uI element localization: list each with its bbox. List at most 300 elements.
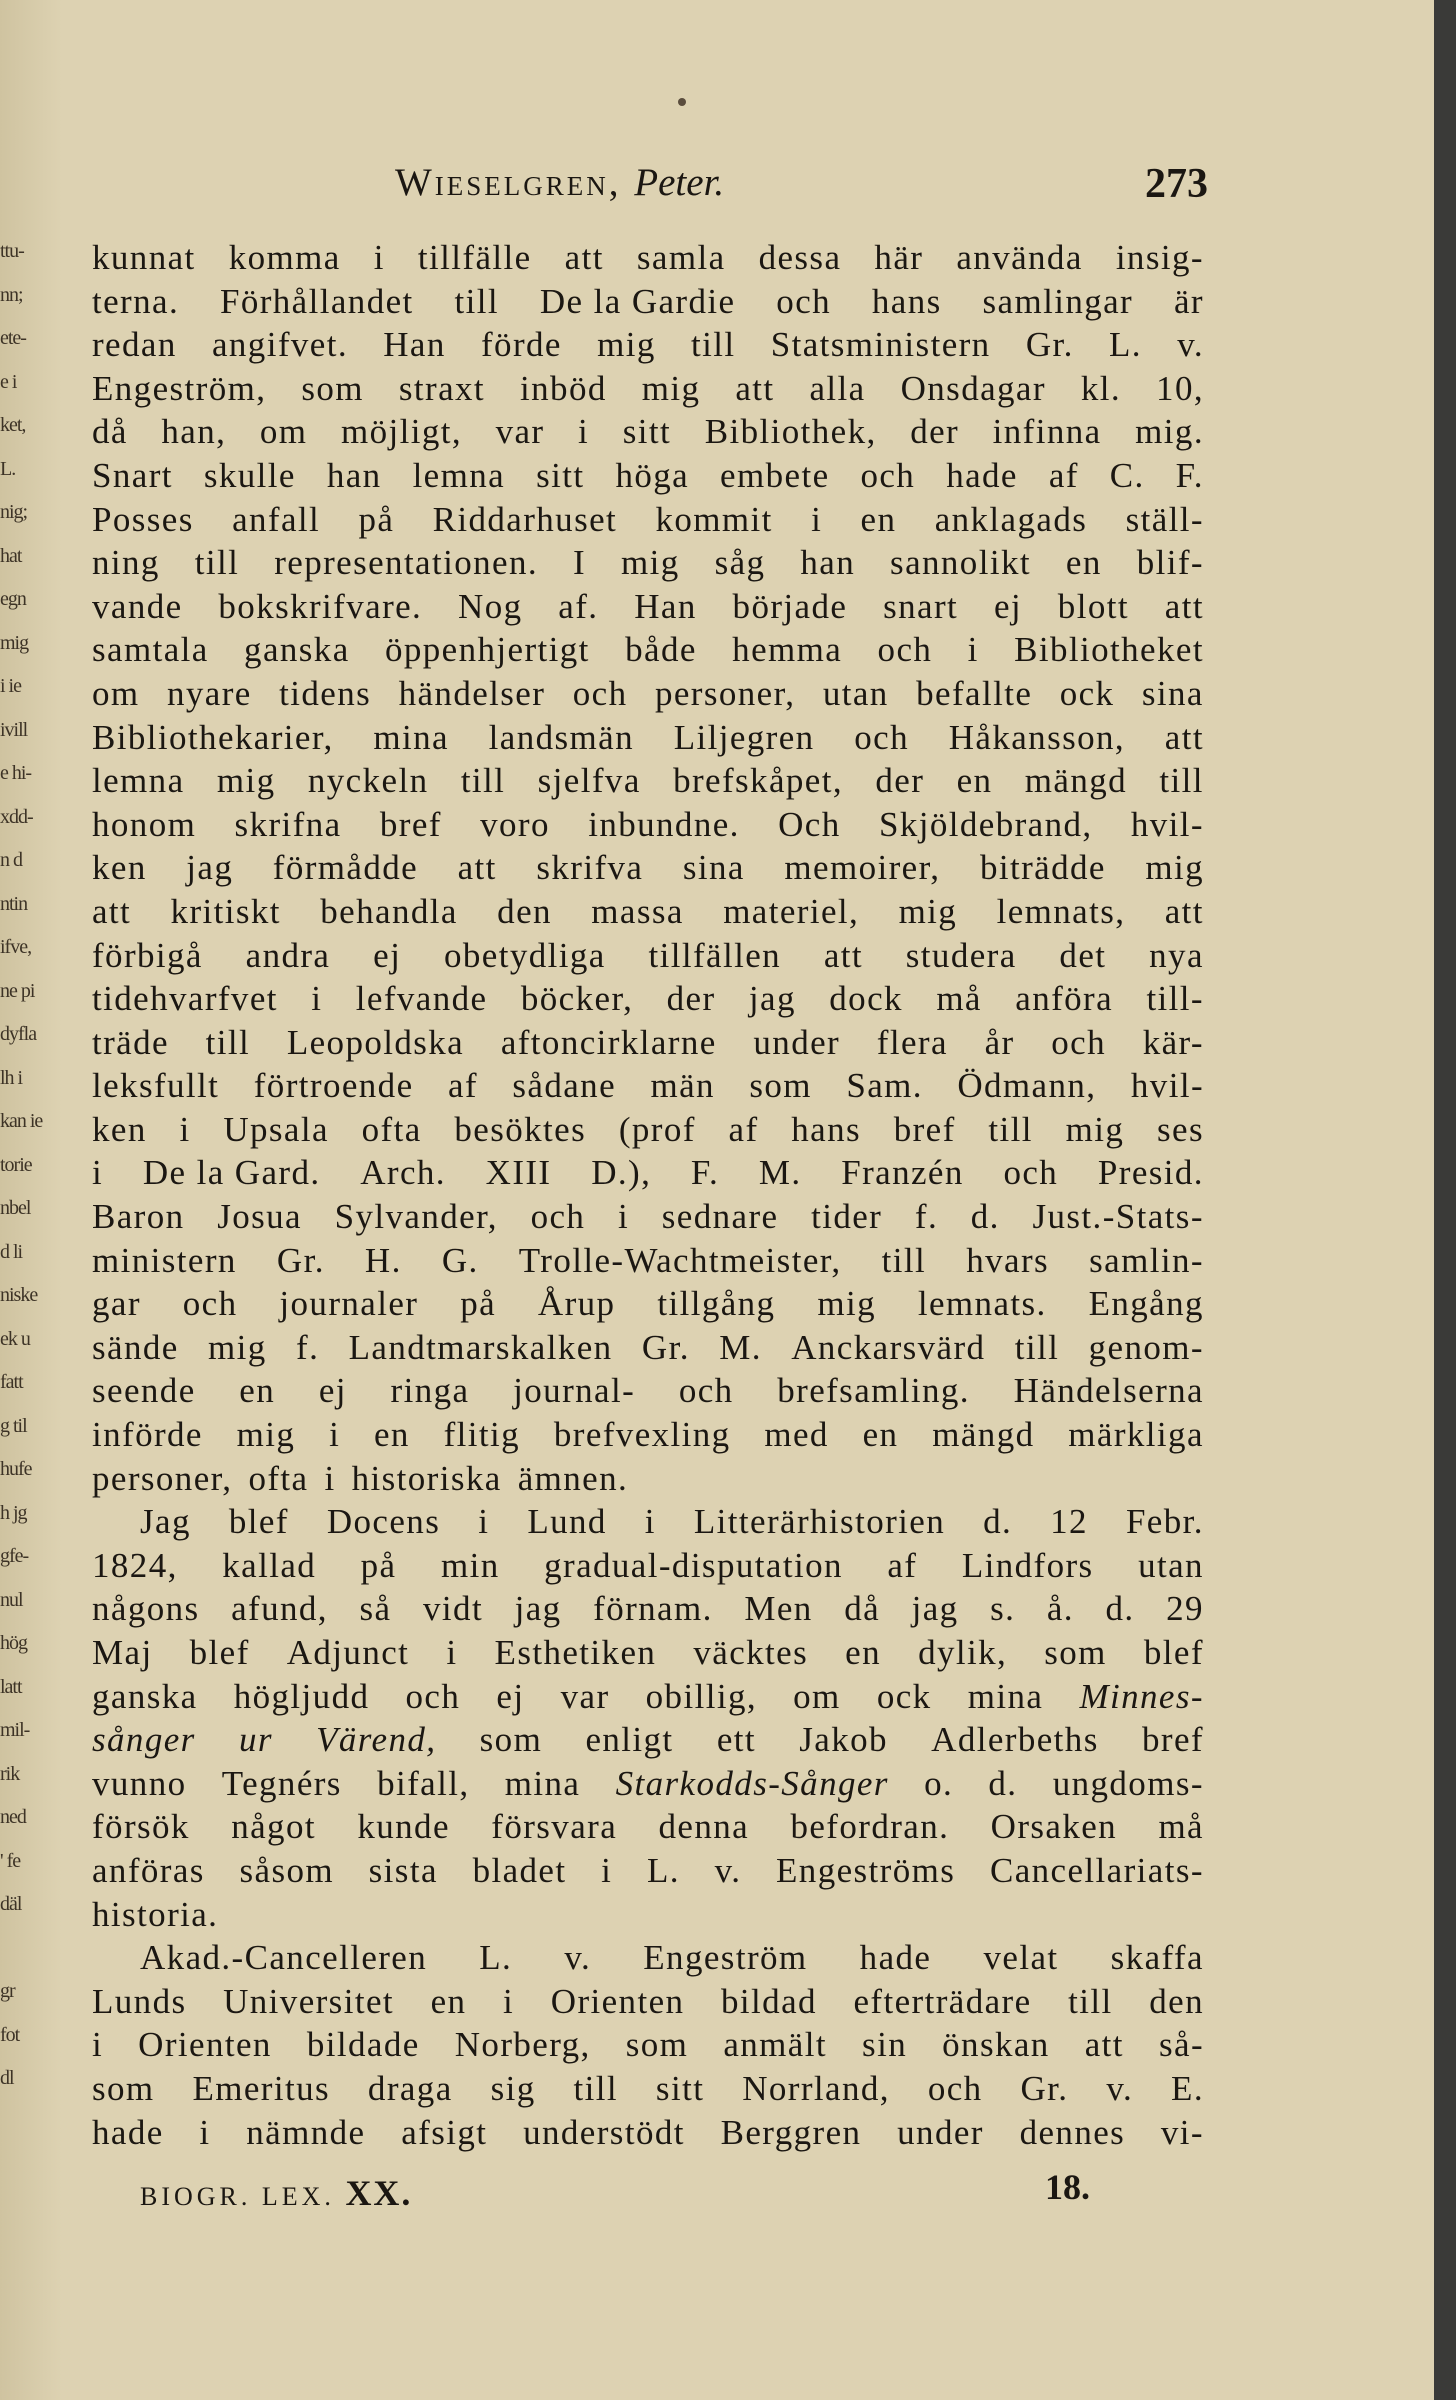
word: att bbox=[1164, 717, 1204, 757]
word: Gr. bbox=[1020, 2068, 1069, 2108]
word: anföra bbox=[1015, 979, 1114, 1019]
word: förtroende bbox=[253, 1066, 414, 1106]
word: jag bbox=[514, 1589, 562, 1629]
text-line bbox=[92, 1500, 1204, 1544]
word: öppenhjertigt bbox=[384, 630, 590, 670]
facing-page-fragment: latt bbox=[0, 1675, 22, 1698]
text-line bbox=[92, 454, 1204, 498]
word: tidens bbox=[279, 673, 372, 713]
word: som bbox=[749, 1066, 812, 1106]
word: d. bbox=[983, 1502, 1013, 1542]
word: nyckeln bbox=[307, 761, 429, 801]
text-line bbox=[92, 1849, 1204, 1893]
word: nya bbox=[1149, 935, 1204, 975]
word: biträdde bbox=[979, 848, 1106, 888]
word: flera bbox=[876, 1022, 948, 1062]
word: Han bbox=[634, 586, 697, 626]
word: Engeström, bbox=[92, 368, 267, 408]
word: anmält bbox=[723, 2025, 827, 2065]
word: Förhållandet bbox=[219, 281, 414, 321]
word: historia. bbox=[92, 1894, 219, 1934]
word: behandla bbox=[320, 891, 458, 931]
word: och bbox=[854, 717, 910, 757]
word: d. bbox=[970, 1197, 1000, 1237]
text-line bbox=[92, 1544, 1204, 1588]
facing-page-fragment: n d bbox=[0, 849, 22, 871]
word: bildad bbox=[721, 1981, 817, 2021]
text-line bbox=[92, 1108, 1204, 1152]
word: L. bbox=[479, 1938, 513, 1978]
facing-page-fragment: hög bbox=[0, 1632, 27, 1654]
word: massa bbox=[591, 891, 684, 931]
page-header bbox=[88, 160, 1208, 216]
word: embete bbox=[720, 455, 830, 495]
word: i bbox=[311, 979, 323, 1019]
word: Anckarsvärd bbox=[791, 1327, 986, 1367]
text-line bbox=[92, 803, 1204, 847]
word: skaffa bbox=[1110, 1938, 1204, 1978]
word: mig bbox=[236, 1415, 296, 1455]
word: ej bbox=[496, 1676, 525, 1716]
word: Docens bbox=[326, 1502, 441, 1542]
word: 12 bbox=[1050, 1502, 1088, 1542]
word: mig bbox=[898, 891, 958, 931]
word: landsmän bbox=[488, 717, 634, 757]
word: blott bbox=[1057, 586, 1129, 626]
word: Gr. bbox=[276, 1240, 325, 1280]
text-line bbox=[92, 628, 1204, 672]
word: bladet bbox=[472, 1850, 567, 1890]
word: att bbox=[92, 891, 132, 931]
ink-spot bbox=[678, 98, 686, 106]
word: han bbox=[326, 455, 382, 495]
text-line bbox=[92, 716, 1204, 760]
word: och bbox=[530, 1197, 586, 1237]
word: en bbox=[1065, 543, 1102, 583]
word: höga bbox=[615, 455, 690, 495]
word: och bbox=[405, 1676, 461, 1716]
word: tidehvarfvet bbox=[92, 979, 278, 1019]
word: i bbox=[92, 1153, 104, 1193]
word: i bbox=[373, 238, 385, 277]
word: både bbox=[625, 630, 697, 670]
text-line bbox=[92, 410, 1204, 454]
word: samla bbox=[636, 238, 726, 277]
word: Onsdagar bbox=[900, 368, 1046, 408]
word: sitt bbox=[655, 2068, 705, 2108]
word: Värend, bbox=[316, 1720, 437, 1760]
word: är bbox=[1173, 281, 1204, 321]
word: Arch. bbox=[360, 1153, 446, 1193]
word: mig bbox=[1145, 848, 1204, 888]
page-footer bbox=[88, 2166, 1208, 2216]
text-line bbox=[92, 1718, 1204, 1762]
word: samtala bbox=[92, 630, 209, 670]
facing-page-fragment: L. bbox=[0, 457, 16, 480]
word: skrifna bbox=[234, 804, 342, 844]
running-title-name: Wieselgren, bbox=[395, 161, 622, 204]
word: mina bbox=[967, 1676, 1044, 1716]
word: hans bbox=[871, 281, 942, 321]
word: under bbox=[753, 1022, 841, 1062]
text-line bbox=[92, 846, 1204, 890]
word: ses bbox=[1156, 1109, 1204, 1149]
word: vande bbox=[92, 586, 183, 626]
word: mig bbox=[817, 1284, 876, 1324]
scan-edge bbox=[1434, 0, 1456, 2400]
word: lemna bbox=[412, 455, 506, 495]
word: hade bbox=[859, 1938, 932, 1978]
word: der bbox=[666, 979, 716, 1019]
word: bref bbox=[1141, 1720, 1204, 1760]
word: må bbox=[936, 979, 982, 1019]
word: vidt bbox=[423, 1589, 484, 1629]
word: L. bbox=[646, 1850, 680, 1890]
word: straxt bbox=[398, 368, 486, 408]
text-line bbox=[92, 977, 1204, 1021]
word: dylik, bbox=[918, 1633, 1008, 1672]
word: till bbox=[460, 761, 506, 801]
word: på bbox=[358, 499, 395, 539]
word: under bbox=[897, 2112, 984, 2152]
word: och bbox=[678, 1371, 734, 1411]
word: så bbox=[359, 1589, 392, 1629]
word: Minnes- bbox=[1079, 1676, 1204, 1716]
word: Håkansson, bbox=[948, 717, 1126, 757]
text-line bbox=[92, 1064, 1204, 1108]
word: De la Gard. bbox=[142, 1153, 321, 1193]
word: försvara bbox=[491, 1807, 618, 1847]
word: Josua bbox=[217, 1197, 302, 1237]
text-line bbox=[92, 1151, 1204, 1195]
text-line bbox=[92, 1675, 1204, 1719]
word: Cancellariats- bbox=[989, 1850, 1204, 1890]
word: en bbox=[845, 1633, 882, 1672]
word: mig. bbox=[1135, 412, 1204, 452]
word: Orienten bbox=[550, 1981, 685, 2021]
facing-page-fragment: ket, bbox=[0, 414, 26, 436]
word: om bbox=[92, 673, 140, 713]
word: Akad.-Cancelleren bbox=[140, 1938, 428, 1978]
word: inbundne. bbox=[588, 804, 740, 844]
word: Bibliothek, bbox=[704, 412, 877, 452]
word: brefskåpet, bbox=[673, 761, 844, 801]
word: tillfällen bbox=[648, 935, 782, 975]
word: nämnde bbox=[246, 2112, 366, 2152]
word: efterträdare bbox=[853, 1981, 1032, 2021]
word: ganska bbox=[244, 630, 350, 670]
word: i bbox=[446, 1633, 458, 1672]
word: mina bbox=[504, 1763, 581, 1803]
word: anklagads bbox=[934, 499, 1088, 539]
word: i bbox=[578, 412, 590, 452]
word: befallte bbox=[916, 673, 1033, 713]
facing-page-fragment: dl bbox=[0, 2067, 14, 2089]
word: alla bbox=[809, 368, 866, 408]
word: att bbox=[735, 368, 775, 408]
word: ej bbox=[373, 935, 402, 975]
word: böcker, bbox=[520, 979, 634, 1019]
facing-page-fragment: dyfla bbox=[0, 1023, 37, 1045]
word: D.), bbox=[591, 1153, 652, 1193]
word: hvil- bbox=[1130, 804, 1204, 844]
word: i bbox=[617, 1197, 630, 1237]
word: G. bbox=[441, 1240, 479, 1280]
facing-page-fragment: ifve, bbox=[0, 936, 32, 958]
word: journaler bbox=[279, 1284, 419, 1324]
facing-page-fragment: nbel bbox=[0, 1197, 31, 1219]
word: studera bbox=[905, 935, 1017, 975]
word: till bbox=[573, 2068, 619, 2108]
word: som bbox=[301, 368, 364, 408]
word: Lund bbox=[527, 1502, 607, 1542]
word: hans bbox=[791, 1109, 861, 1149]
word: i bbox=[601, 1850, 613, 1890]
word: då bbox=[92, 412, 128, 452]
text-line bbox=[92, 1587, 1204, 1631]
word: snart bbox=[883, 586, 959, 626]
word: Franzén bbox=[841, 1153, 964, 1193]
word: sina bbox=[1141, 673, 1204, 713]
text-line bbox=[92, 585, 1204, 629]
word: att bbox=[564, 238, 604, 277]
text-line bbox=[92, 1631, 1204, 1675]
word: Norrland, bbox=[742, 2068, 890, 2108]
word: Bibliotheket bbox=[1014, 630, 1204, 670]
text-line bbox=[92, 2067, 1204, 2111]
word: Maj bbox=[92, 1633, 153, 1672]
word: i bbox=[329, 1415, 341, 1455]
word: förde bbox=[480, 325, 562, 365]
word: aftoncirklarne bbox=[500, 1022, 717, 1062]
word: i bbox=[967, 630, 979, 670]
word: d. bbox=[988, 1763, 1018, 1803]
word: Presid. bbox=[1097, 1153, 1204, 1193]
text-line bbox=[92, 541, 1204, 585]
word: o. bbox=[924, 1763, 954, 1803]
word: sig bbox=[490, 2068, 536, 2108]
facing-page-fragment: egn bbox=[0, 588, 26, 610]
word: sednare bbox=[661, 1197, 779, 1237]
word: sitt bbox=[622, 412, 672, 452]
word: använda bbox=[956, 238, 1083, 277]
word: Sam. bbox=[846, 1066, 923, 1106]
word: i bbox=[179, 1109, 191, 1149]
word: män bbox=[650, 1066, 715, 1106]
word: i bbox=[503, 1981, 515, 2021]
word: ganska bbox=[92, 1676, 198, 1716]
word: och bbox=[776, 281, 832, 321]
word: han bbox=[800, 543, 856, 583]
text-line bbox=[92, 1980, 1204, 2024]
facing-page-fragment: torie bbox=[0, 1153, 32, 1176]
word: ministern bbox=[92, 1240, 237, 1280]
word: han, bbox=[161, 412, 227, 452]
word: mängd bbox=[1024, 761, 1128, 801]
facing-page-gutter bbox=[0, 0, 62, 2400]
word: att bbox=[457, 848, 497, 888]
word: då bbox=[844, 1589, 881, 1629]
word: mina bbox=[373, 717, 449, 757]
word: lemnats. bbox=[917, 1284, 1047, 1324]
word: hemma bbox=[732, 630, 843, 670]
word: började bbox=[732, 586, 848, 626]
word: den bbox=[1149, 1981, 1204, 2021]
facing-page-fragment: gfe- bbox=[0, 1545, 29, 1567]
word: personer, bbox=[654, 673, 796, 713]
word: 29 bbox=[1166, 1589, 1204, 1629]
word: till bbox=[690, 325, 736, 365]
facing-page-fragment: ne pi bbox=[0, 979, 35, 1002]
word: var bbox=[495, 412, 545, 452]
word: kallad bbox=[222, 1545, 317, 1585]
word: år bbox=[984, 1022, 1015, 1062]
word: jag bbox=[748, 979, 796, 1019]
word: såsom bbox=[239, 1850, 334, 1890]
word: Nog bbox=[458, 586, 523, 626]
word: materiel, bbox=[723, 891, 860, 931]
word: så- bbox=[1158, 2025, 1204, 2065]
word: förnam. bbox=[593, 1589, 713, 1629]
word: brefvexling bbox=[553, 1415, 731, 1455]
word: Liljegren bbox=[673, 717, 815, 757]
word: kunnat bbox=[92, 238, 196, 277]
word: försök bbox=[92, 1807, 190, 1847]
word: Orienten bbox=[138, 2025, 272, 2065]
word: Sylvander, bbox=[334, 1197, 498, 1237]
word: Tegnérs bbox=[221, 1763, 342, 1803]
word: Engeströms bbox=[776, 1850, 956, 1890]
word: I bbox=[572, 543, 587, 583]
word: såg bbox=[714, 543, 766, 583]
running-title-first: Peter. bbox=[634, 161, 725, 204]
word: Jag bbox=[140, 1502, 191, 1542]
word: sannolikt bbox=[890, 543, 1031, 583]
word: hvil- bbox=[1130, 1066, 1204, 1106]
word: v. bbox=[1177, 325, 1204, 365]
word: Han bbox=[383, 325, 446, 365]
word: till bbox=[1014, 1327, 1060, 1367]
word: mig bbox=[597, 325, 656, 365]
word: gradual-disputation bbox=[544, 1545, 843, 1585]
word: ock bbox=[876, 1676, 932, 1716]
word: den bbox=[497, 891, 552, 931]
word: Febr. bbox=[1125, 1502, 1204, 1542]
word: väcktes bbox=[693, 1633, 809, 1672]
word: af bbox=[728, 1109, 759, 1149]
word: Skjöldebrand, bbox=[878, 804, 1093, 844]
word: må bbox=[1158, 1807, 1204, 1847]
word: ken bbox=[92, 848, 147, 888]
word: mig bbox=[620, 543, 680, 583]
word: f. bbox=[296, 1327, 320, 1367]
text-line bbox=[92, 890, 1204, 934]
word: lemnats, bbox=[996, 891, 1126, 931]
word: ofta bbox=[361, 1109, 422, 1149]
word: jag bbox=[186, 848, 234, 888]
word: Snart bbox=[92, 455, 173, 495]
word: Statsministern bbox=[770, 325, 991, 365]
word: till bbox=[881, 1240, 927, 1280]
word: der bbox=[875, 761, 925, 801]
word: Händelserna bbox=[1013, 1371, 1204, 1411]
word: bokskrifvare. bbox=[218, 586, 423, 626]
facing-page-fragment: ttu- bbox=[0, 240, 24, 262]
word: v. bbox=[564, 1938, 592, 1978]
word: om bbox=[259, 412, 308, 452]
text-line bbox=[92, 1021, 1204, 1065]
text-line bbox=[92, 1282, 1204, 1326]
word: sina bbox=[682, 848, 745, 888]
word: mig bbox=[216, 761, 276, 801]
signature-volume: XX. bbox=[345, 2173, 413, 2213]
facing-page-fragment: lh i bbox=[0, 1066, 23, 1089]
word: en bbox=[239, 1371, 276, 1411]
word: Baron bbox=[92, 1197, 185, 1237]
word: terna. bbox=[92, 281, 180, 321]
word: vunno bbox=[92, 1763, 187, 1803]
word: som bbox=[625, 2025, 689, 2065]
word: understödt bbox=[523, 2112, 685, 2152]
word: Landtmarskalken bbox=[348, 1327, 613, 1367]
word: insig- bbox=[1115, 238, 1204, 277]
word: det bbox=[1059, 935, 1107, 975]
word: besöktes bbox=[454, 1109, 587, 1149]
word: och bbox=[860, 455, 916, 495]
signature-text: BIOGR. LEX. bbox=[140, 2182, 335, 2211]
facing-page-fragment: gr bbox=[0, 1980, 15, 2002]
word: nyare bbox=[166, 673, 252, 713]
word: befordran. bbox=[790, 1807, 950, 1847]
word: om bbox=[793, 1676, 841, 1716]
word: i bbox=[478, 1502, 490, 1542]
word: Starkodds-Sånger bbox=[615, 1763, 889, 1803]
facing-page-fragment: niske bbox=[0, 1284, 38, 1306]
word: i bbox=[324, 1458, 336, 1498]
word: blif- bbox=[1136, 543, 1204, 583]
facing-page-fragment: g til bbox=[0, 1414, 27, 1437]
word: journal- bbox=[513, 1371, 636, 1411]
word: d. bbox=[1105, 1589, 1135, 1629]
word: högljudd bbox=[233, 1676, 370, 1716]
text-line bbox=[92, 2023, 1204, 2067]
word: tider bbox=[811, 1197, 883, 1237]
word: Orsaken bbox=[990, 1807, 1118, 1847]
facing-page-fragment: ek u bbox=[0, 1327, 30, 1350]
word: Gr. bbox=[641, 1327, 690, 1367]
word: anfall bbox=[232, 499, 321, 539]
word: denna bbox=[658, 1807, 750, 1847]
word: Bibliothekarier, bbox=[92, 717, 334, 757]
word: De la Gardie bbox=[539, 281, 736, 321]
word: Lunds bbox=[92, 1981, 187, 2021]
facing-page-fragment: däl bbox=[0, 1893, 22, 1915]
signature-mark bbox=[140, 2172, 412, 2214]
word: hvars bbox=[966, 1240, 1050, 1280]
word: ställ- bbox=[1125, 499, 1204, 539]
word: här bbox=[874, 238, 924, 277]
word: till bbox=[194, 543, 240, 583]
word: velat bbox=[983, 1938, 1059, 1978]
word: önskan bbox=[942, 2025, 1050, 2065]
facing-page-fragment: fot bbox=[0, 2023, 20, 2046]
text-line bbox=[92, 367, 1204, 411]
word: sitt bbox=[536, 455, 585, 495]
word: bildade bbox=[306, 2025, 420, 2065]
word: att bbox=[1084, 2025, 1124, 2065]
word: enligt bbox=[585, 1720, 674, 1760]
word: en bbox=[430, 1981, 467, 2021]
